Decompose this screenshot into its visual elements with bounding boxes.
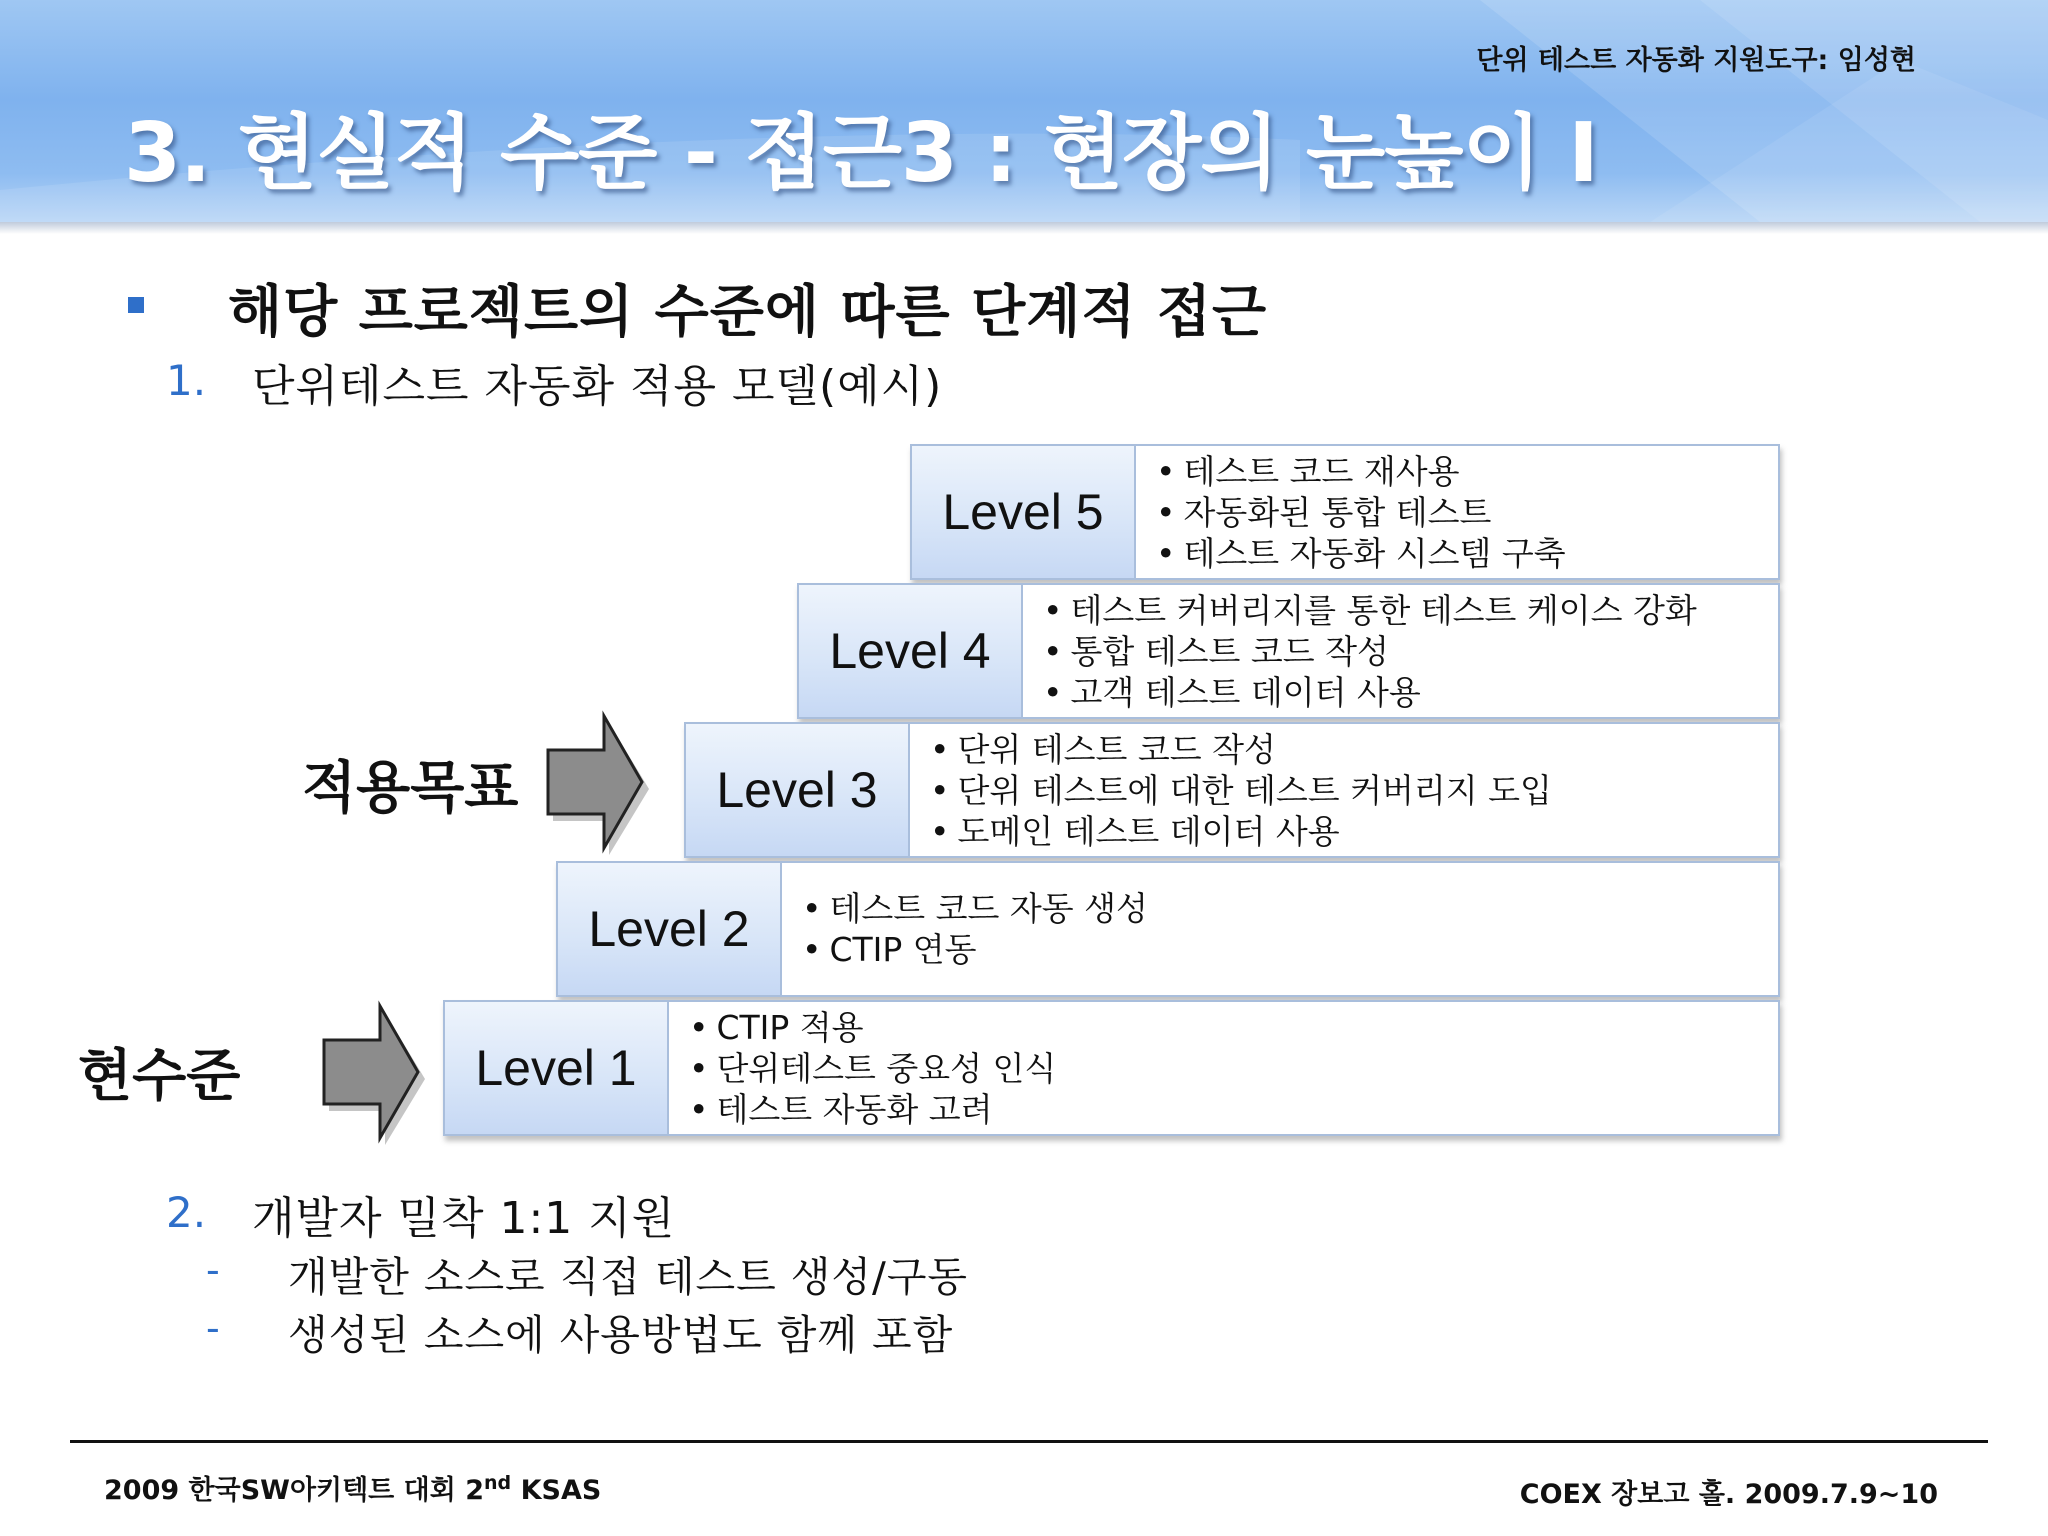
- level-item: • 테스트 코드 자동 생성: [802, 888, 1148, 929]
- footer-divider: [70, 1440, 1988, 1443]
- level-items: [1156, 446, 1566, 578]
- banner-shadow: [0, 222, 2048, 234]
- level-3-row: [684, 722, 1780, 858]
- level-item: • 테스트 자동화 시스템 구축: [1156, 533, 1566, 574]
- level-item: • 테스트 커버리지를 통한 테스트 케이스 강화: [1043, 590, 1697, 631]
- level-label: Level 5: [912, 446, 1136, 578]
- level-items: [930, 724, 1552, 856]
- level-item: • 자동화된 통합 테스트: [1156, 492, 1566, 533]
- header-author: 단위 테스트 자동화 지원도구: 임성현: [1476, 45, 1916, 76]
- footer-event: [104, 1468, 601, 1507]
- subitem-dash: -: [206, 1306, 220, 1350]
- current-label: 현수준: [78, 1044, 241, 1109]
- arrow-right-icon: [544, 710, 650, 860]
- level-item: • 단위 테스트에 대한 테스트 커버리지 도입: [930, 770, 1552, 811]
- level-label: Level 3: [686, 724, 910, 856]
- item2-number: 2.: [166, 1188, 207, 1237]
- level-item: • 도메인 테스트 데이터 사용: [930, 811, 1552, 852]
- level-items: [1043, 585, 1697, 717]
- level-items: [689, 1002, 1056, 1134]
- level-4-row: [797, 583, 1780, 719]
- footer-event-prefix: 2009 한국SW아키텍트 대회 2: [104, 1475, 485, 1506]
- subitem-text: 개발한 소스로 직접 테스트 생성/구동: [288, 1253, 969, 1301]
- footer-venue: COEX 장보고 홀. 2009.7.9~10: [1519, 1479, 1938, 1510]
- level-item: • CTIP 연동: [802, 929, 1148, 970]
- bullet-square-icon: [128, 297, 144, 313]
- level-label: Level 4: [799, 585, 1023, 717]
- item1-number: 1.: [166, 356, 207, 405]
- level-item: • CTIP 적용: [689, 1007, 1056, 1048]
- level-item: • 테스트 자동화 고려: [689, 1089, 1056, 1130]
- main-heading: 해당 프로젝트의 수준에 따른 단계적 접근: [228, 280, 1268, 345]
- level-2-row: [556, 861, 1780, 997]
- item2-text: 개발자 밀착 1:1 지원: [252, 1193, 676, 1244]
- level-item: • 고객 테스트 데이터 사용: [1043, 672, 1697, 713]
- level-label: Level 2: [558, 863, 782, 995]
- level-item: • 통합 테스트 코드 작성: [1043, 631, 1697, 672]
- arrow-right-icon: [320, 1000, 426, 1150]
- header-banner: [0, 0, 2048, 222]
- subitem-text: 생성된 소스에 사용방법도 함께 포함: [288, 1311, 954, 1359]
- footer-event-suffix: KSAS: [511, 1475, 602, 1506]
- level-5-row: [910, 444, 1780, 580]
- level-item: • 단위테스트 중요성 인식: [689, 1048, 1056, 1089]
- subitem-dash: -: [206, 1248, 220, 1292]
- level-label: Level 1: [445, 1002, 669, 1134]
- level-items: [802, 863, 1148, 995]
- item1-text: 단위테스트 자동화 적용 모델(예시): [252, 361, 943, 412]
- slide-title: 3. 현실적 수준 - 접근3 : 현장의 눈높이 I: [124, 106, 1598, 201]
- level-item: • 단위 테스트 코드 작성: [930, 729, 1552, 770]
- level-item: • 테스트 코드 재사용: [1156, 451, 1566, 492]
- target-label: 적용목표: [302, 756, 519, 821]
- footer-event-sup: nd: [484, 1472, 512, 1494]
- level-1-row: [443, 1000, 1780, 1136]
